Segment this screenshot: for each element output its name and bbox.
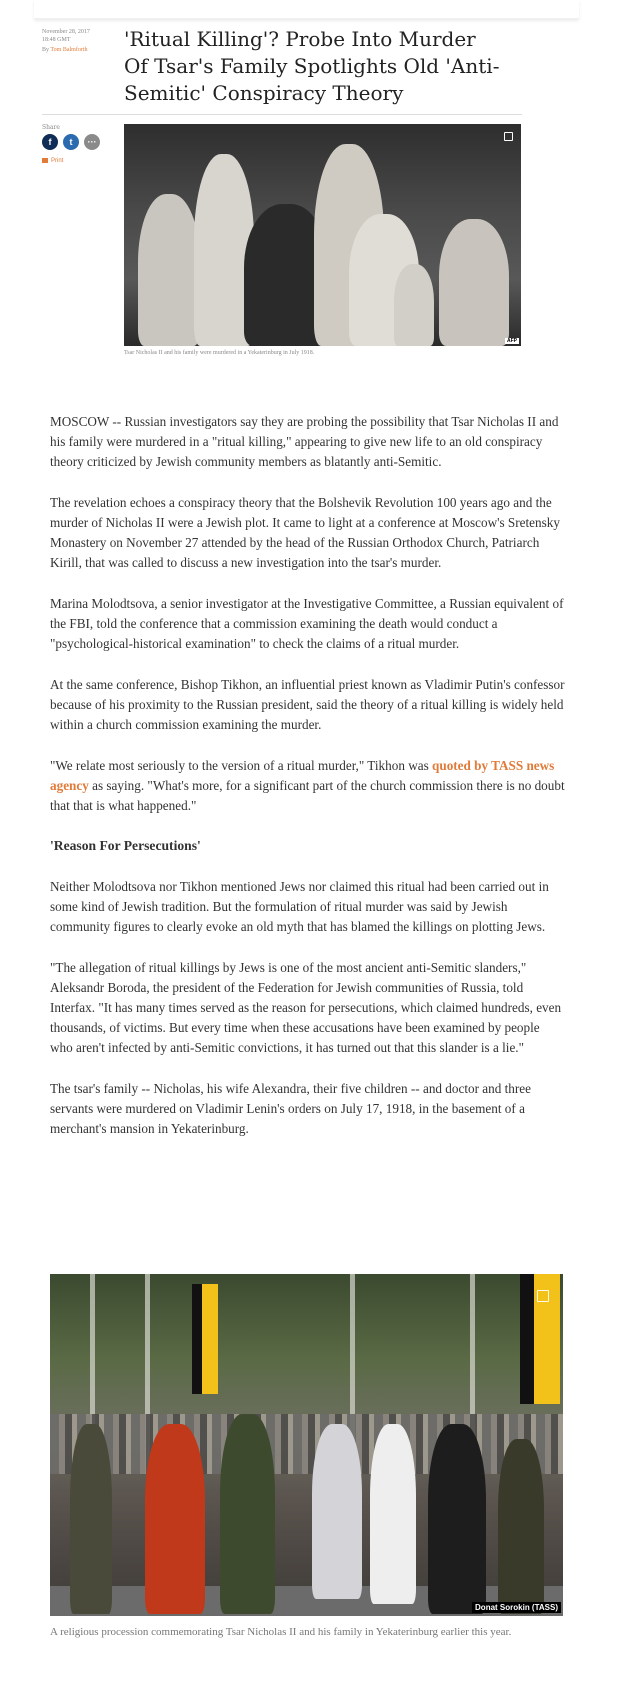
paragraph: Marina Molodtsova, a senior investigator at the Investigative Committee, a Russian equivalent of the FBI, told the conference that a commission examining the death would conduct a "psychological-historical examination" to check the claims of a ritual murder. bbox=[50, 596, 564, 651]
photo-caption: Tsar Nicholas II and his family were murdered in a Yekaterinburg in July 1918. bbox=[124, 350, 315, 356]
author-link[interactable]: Tom Balmforth bbox=[50, 47, 88, 53]
photo-person bbox=[70, 1424, 112, 1614]
article-body bbox=[50, 412, 565, 1160]
byline-label: By bbox=[42, 47, 50, 53]
expand-icon[interactable] bbox=[504, 132, 513, 141]
lead-photo[interactable] bbox=[124, 124, 521, 346]
facebook-icon[interactable]: f bbox=[42, 134, 58, 150]
paragraph-text: as saying. "What's more, for a significant part of the church commission there is no doubt that that is what happened." bbox=[50, 778, 565, 813]
photo-credit: Donat Sorokin (TASS) bbox=[472, 1602, 561, 1613]
paragraph: The tsar's family -- Nicholas, his wife Alexandra, their five children -- and doctor and three servants were murdered on Vladimir Lenin's orders on July 17, 1918, in the basement of a merchant's mansion in Yekaterinburg. bbox=[50, 1081, 531, 1136]
header-divider bbox=[42, 114, 522, 115]
photo-person bbox=[498, 1439, 544, 1614]
photo-crowd bbox=[50, 1414, 563, 1474]
expand-icon[interactable] bbox=[537, 1290, 549, 1302]
photo-person bbox=[220, 1414, 275, 1614]
byline bbox=[42, 47, 90, 53]
publish-date: November 28, 2017 bbox=[42, 29, 90, 35]
photo-flag bbox=[192, 1284, 202, 1394]
photo-figure bbox=[138, 194, 200, 346]
photo-person bbox=[370, 1424, 416, 1604]
paragraph: Neither Molodtsova nor Tikhon mentioned Jews nor claimed this ritual had been carried out in some kind of Jewish tradition. But the formulation of ritual murder was said by Jewish community figures to clearly evoke an old myth that has blamed the killings on plotting Jews. bbox=[50, 879, 549, 934]
twitter-icon[interactable]: t bbox=[63, 134, 79, 150]
print-icon bbox=[42, 158, 48, 163]
photo-figure bbox=[439, 219, 509, 346]
subheading: 'Reason For Persecutions' bbox=[50, 838, 201, 853]
tass-link[interactable]: quoted by TASS news agency bbox=[50, 758, 555, 793]
photo-flag bbox=[520, 1274, 534, 1404]
photo-credit: AFP bbox=[507, 338, 517, 344]
paragraph-text: "We relate most seriously to the version of a ritual murder," Tikhon was bbox=[50, 758, 433, 773]
photo-person bbox=[145, 1424, 205, 1614]
publish-time: 18:48 GMT bbox=[42, 37, 71, 43]
paragraph: MOSCOW -- Russian investigators say they are probing the possibility that Tsar Nicholas II and his family were murdered in a "ritual killing," appearing to give new life to an old conspiracy theory criticized by Jewish community members as blatantly anti-Semitic. bbox=[50, 414, 559, 469]
photo-person bbox=[428, 1424, 486, 1614]
paragraph bbox=[50, 756, 565, 816]
paragraph: The revelation echoes a conspiracy theory that the Bolshevik Revolution 100 years ago and the murder of Nicholas II were a Jewish plot. It came to light at a conference at Moscow's Sretensky Monastery on November 27 attended by the head of the Russian Orthodox Church, Patriarch Kirill, that was called to discuss a new investigation into the tsar's murder. bbox=[50, 495, 560, 570]
paragraph: "The allegation of ritual killings by Jews is one of the most ancient anti-Semitic slanders," Aleksandr Boroda, the president of the Federation for Jewish communities of Russia, told Interfax. "It has many times served as the reason for persecutions, which claimed hundreds, even thousands, of victims. But every time when these accusations have been examined by people who aren't infected by anti-Semitic convictions, it has turned out that this slander is a lie." bbox=[50, 960, 562, 1055]
share-label: Share bbox=[42, 124, 60, 131]
more-icon[interactable]: ··· bbox=[84, 134, 100, 150]
paragraph: At the same conference, Bishop Tikhon, an influential priest known as Vladimir Putin's confessor because of his proximity to the Russian president, said the theory of a ritual killing is widely held within a church commission examining the murder. bbox=[50, 677, 565, 732]
print-label: Print bbox=[51, 158, 64, 165]
photo-figure bbox=[394, 264, 434, 346]
photo-person bbox=[312, 1424, 362, 1599]
article-title: 'Ritual Killing'? Probe Into Murder Of Tsar's Family Spotlights Old 'Anti-Semitic' Conspiracy Theory bbox=[124, 27, 500, 105]
print-button[interactable] bbox=[42, 158, 63, 164]
procession-photo[interactable] bbox=[50, 1274, 563, 1616]
photo-caption: A religious procession commemorating Tsar Nicholas II and his family in Yekaterinburg earlier this year. bbox=[50, 1626, 512, 1638]
article-meta bbox=[42, 28, 90, 53]
top-bar bbox=[34, 0, 579, 19]
